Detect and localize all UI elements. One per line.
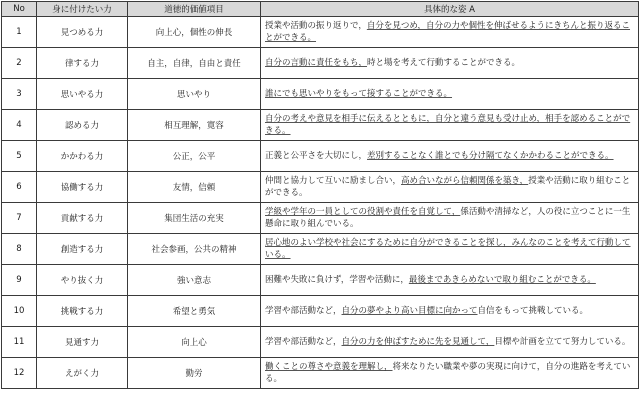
description-text: 学習や部活動など， — [265, 337, 342, 347]
row-value: 友情，信頼 — [128, 172, 261, 203]
row-value: 思いやり — [128, 79, 261, 110]
row-number: 11 — [2, 327, 37, 358]
row-power: えがく力 — [37, 358, 128, 389]
description-text: 係活動や清掃など，人の役に立つことに一生懸命に取り組んでいる。 — [265, 207, 631, 229]
row-value: 集団生活の充実 — [128, 203, 261, 234]
row-number: 4 — [2, 110, 37, 141]
row-value: 強い意志 — [128, 265, 261, 296]
row-description — [261, 48, 639, 79]
row-description — [261, 110, 639, 141]
row-value: 向上心 — [128, 327, 261, 358]
row-power: 貢献する力 — [37, 203, 128, 234]
description-text: 目標や計画を立てて努力している。 — [494, 337, 631, 347]
description-text: 自信をもって挑戦している。 — [477, 306, 589, 316]
table-row — [2, 79, 639, 110]
row-power: 思いやる力 — [37, 79, 128, 110]
row-number: 5 — [2, 141, 37, 172]
table-row — [2, 327, 639, 358]
row-description — [261, 327, 639, 358]
row-description — [261, 79, 639, 110]
description-underlined-text: 自分の力を伸ばすために先を見通して， — [341, 337, 495, 347]
description-underlined-text: 自分の言動に責任をもち， — [265, 58, 368, 68]
description-text: 仲間と協力して互いに励まし合い， — [265, 176, 402, 186]
row-power: 律する力 — [37, 48, 128, 79]
row-value: 希望と勇気 — [128, 296, 261, 327]
row-value: 公正，公平 — [128, 141, 261, 172]
row-number: 3 — [2, 79, 37, 110]
row-description — [261, 203, 639, 234]
description-text: 学習や部活動など， — [265, 306, 342, 316]
row-power: 協働する力 — [37, 172, 128, 203]
table-row — [2, 172, 639, 203]
row-number: 2 — [2, 48, 37, 79]
table-row — [2, 48, 639, 79]
description-text: 将来なりたい職業や夢の実現に向けて，自分の進路を考えている。 — [265, 362, 631, 384]
row-value: 勤労 — [128, 358, 261, 389]
description-underlined-text: 誰にでも思いやりをもって接することができる。 — [265, 89, 453, 99]
row-number: 12 — [2, 358, 37, 389]
table-row — [2, 17, 639, 48]
row-value: 社会参画，公共の精神 — [128, 234, 261, 265]
description-underlined-text: 最後まであきらめないで取り組むことができる。 — [408, 275, 596, 285]
row-value: 自主，自律，自由と責任 — [128, 48, 261, 79]
table-row — [2, 265, 639, 296]
header-power: 身に付けたい力 — [37, 2, 128, 17]
header-description: 具体的な姿 A — [261, 2, 639, 17]
row-power: やり抜く力 — [37, 265, 128, 296]
table-row — [2, 234, 639, 265]
row-power: 挑戦する力 — [37, 296, 128, 327]
row-number: 9 — [2, 265, 37, 296]
table-row — [2, 203, 639, 234]
header-no: No — [2, 2, 37, 17]
row-number: 7 — [2, 203, 37, 234]
row-description — [261, 17, 639, 48]
table-row — [2, 358, 639, 389]
description-text: 困難や失敗に負けず，学習や活動に， — [265, 275, 409, 285]
row-description — [261, 172, 639, 203]
row-description — [261, 296, 639, 327]
row-power: 創造する力 — [37, 234, 128, 265]
description-underlined-text: 高め合いながら信頼関係を築き， — [401, 176, 529, 186]
row-value: 向上心，個性の伸長 — [128, 17, 261, 48]
row-description — [261, 265, 639, 296]
header-row — [2, 2, 639, 17]
row-power: かかわる力 — [37, 141, 128, 172]
description-underlined-text: 差別することなく誰とでも分け隔てなくかかわることができる。 — [367, 151, 614, 161]
description-underlined-text: 働くことの尊さや意義を理解し， — [265, 362, 393, 372]
table-row — [2, 296, 639, 327]
row-description — [261, 234, 639, 265]
row-power: 認める力 — [37, 110, 128, 141]
row-number: 10 — [2, 296, 37, 327]
row-number: 1 — [2, 17, 37, 48]
values-table — [1, 1, 639, 389]
row-number: 6 — [2, 172, 37, 203]
row-power: 見つめる力 — [37, 17, 128, 48]
table-row — [2, 141, 639, 172]
description-underlined-text: 居心地のよい学校や社会にするために自分ができることを探し，みんなのことを考えて行動している。 — [265, 238, 631, 260]
row-number: 8 — [2, 234, 37, 265]
description-text: 時と場を考えて行動することができる。 — [367, 58, 521, 68]
description-text: 正義と公平さを大切にし， — [265, 151, 368, 161]
description-text: 授業や活動に取り組むことができる。 — [265, 176, 631, 198]
row-value: 相互理解，寛容 — [128, 110, 261, 141]
table-row — [2, 110, 639, 141]
description-underlined-text: 自分を見つめ，自分の力や個性を伸ばせるようにきちんと振り返ることができる。 — [265, 21, 631, 43]
header-value: 道徳的価値項目 — [128, 2, 261, 17]
description-text: 授業や活動の振り返りで， — [265, 21, 367, 31]
row-description — [261, 358, 639, 389]
row-power: 見通す力 — [37, 327, 128, 358]
description-underlined-text: 自分の夢やより高い目標に向かって — [341, 306, 478, 316]
description-underlined-text: 学級や学年の一員としての役割や責任を自覚して， — [265, 207, 461, 217]
description-underlined-text: 自分の考えや意見を相手に伝えるとともに，自分と違う意見も受け止め，相手を認めることができる。 — [265, 114, 631, 136]
row-description — [261, 141, 639, 172]
